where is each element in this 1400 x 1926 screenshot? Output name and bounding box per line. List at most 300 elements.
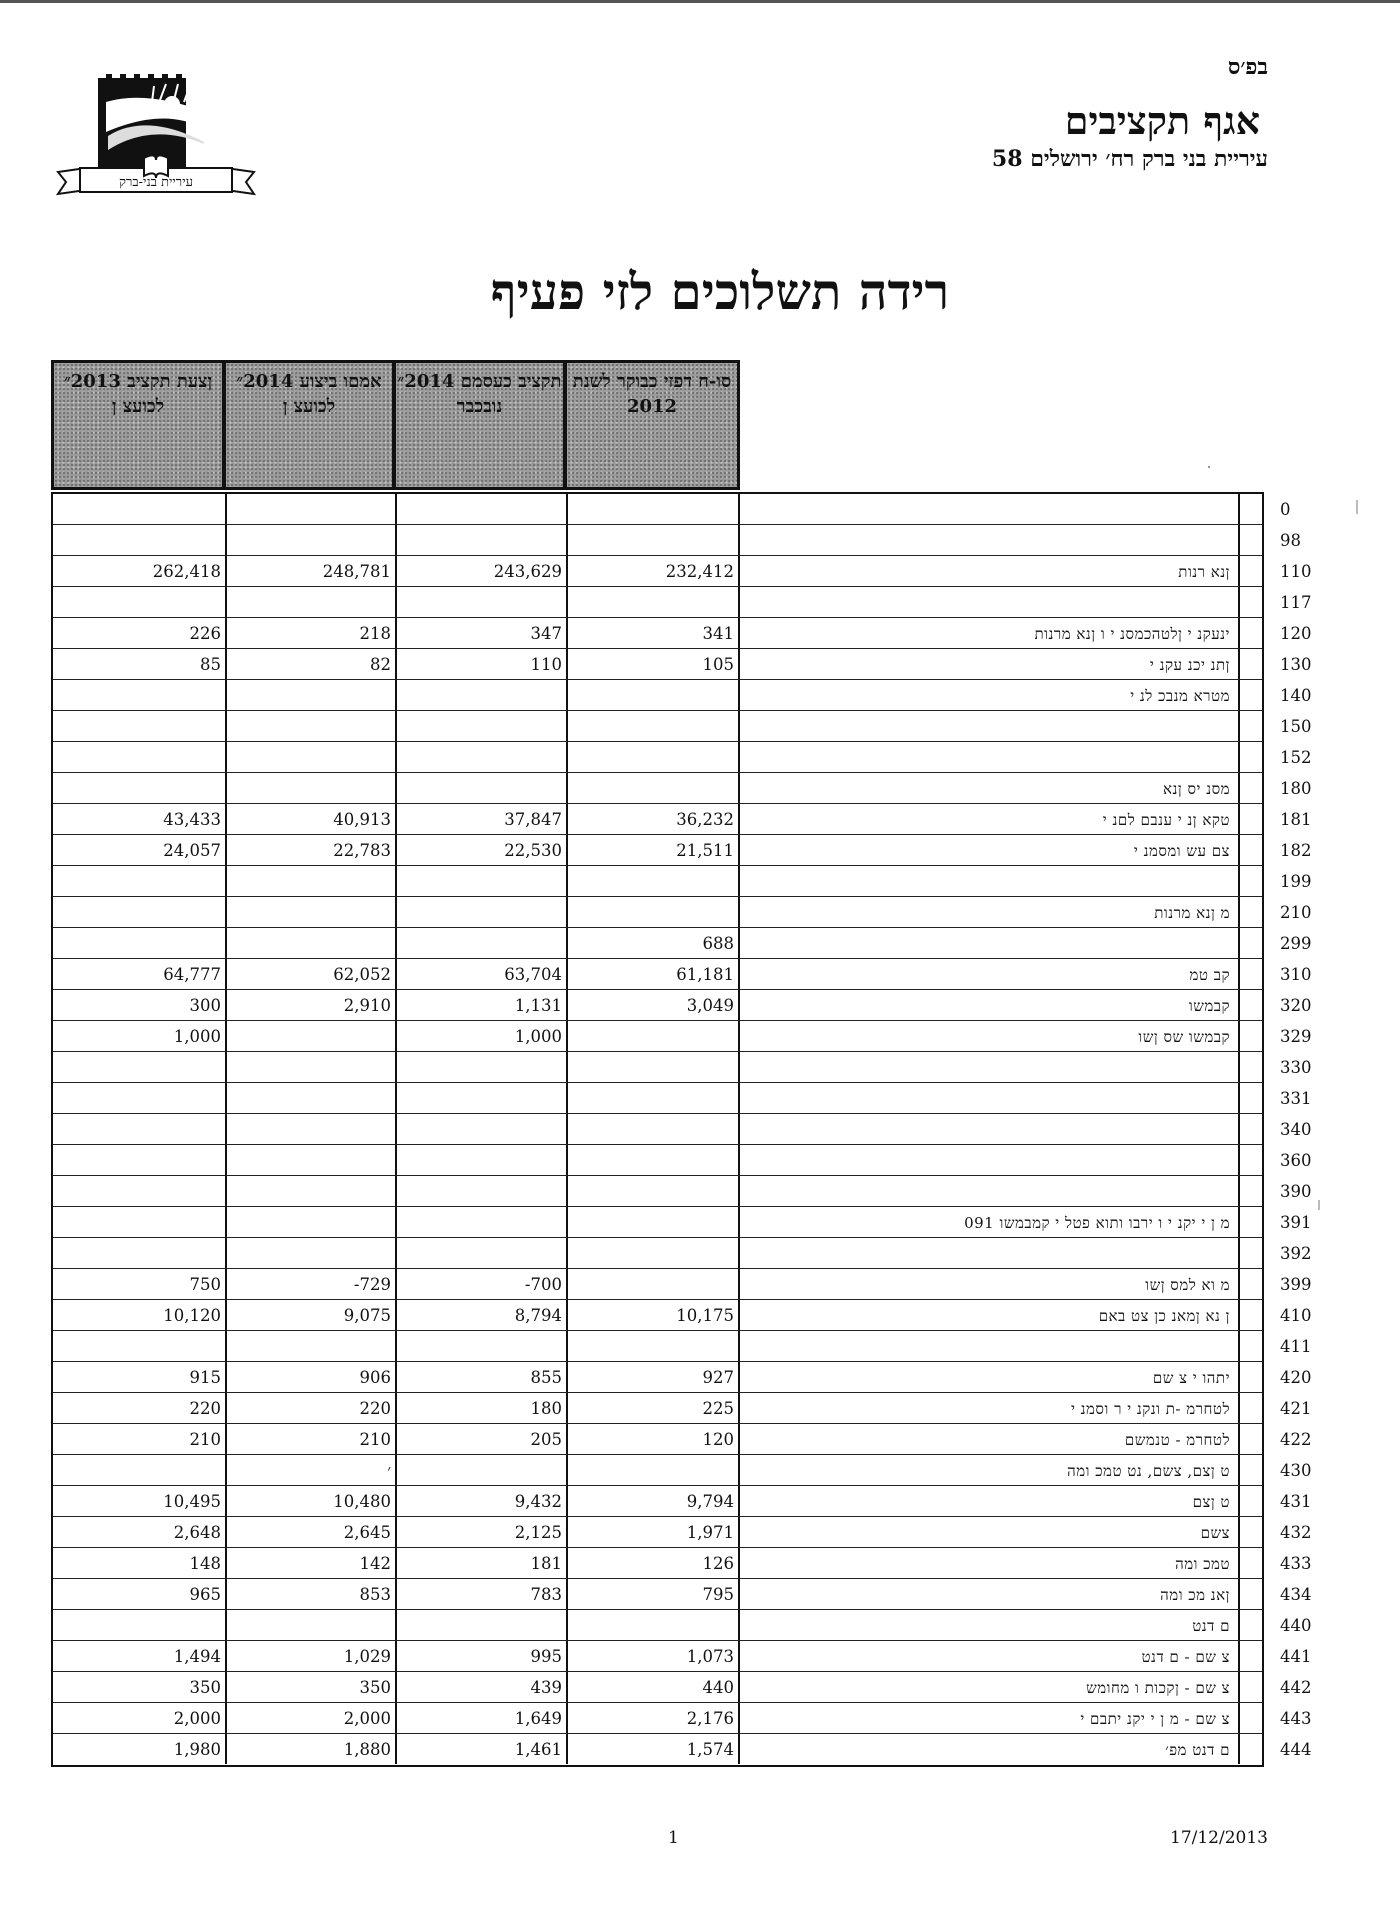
cell-section-code: 399 (1238, 1269, 1280, 1299)
cell-description: מטרא מנבכ לנ י (738, 680, 1238, 710)
cell-section-code: 434 (1238, 1579, 1280, 1609)
cell-budget-proposal-2013 (53, 866, 225, 896)
cell-budget-proposal-2013 (53, 1238, 225, 1268)
cell-audited-report-2012 (566, 773, 738, 803)
cell-budget-proposal-2013: 64,777 (163, 965, 221, 984)
cell-approved-budget-2014 (395, 866, 566, 896)
cell-audited-report-2012: 341 (566, 618, 738, 648)
cell-audited-report-2012 (566, 1145, 738, 1175)
cell-budget-proposal-2013 (53, 1145, 225, 1175)
cell-section-code: 299 (1238, 928, 1280, 958)
cell-description (738, 928, 1238, 958)
cell-section-code: 320 (1238, 990, 1280, 1020)
cell-execution-estimate-2014: 853 (225, 1579, 395, 1609)
cell-audited-report-2012: 105 (566, 649, 738, 679)
cell-approved-budget-2014 (395, 587, 566, 617)
table-row (53, 1114, 1312, 1145)
cell-approved-budget-2014: 22,530 (395, 835, 566, 865)
cell-execution-estimate-2014: -729 (225, 1269, 395, 1299)
cell-approved-budget-2014 (395, 1207, 566, 1237)
cell-description: טקא ןנ י ענבם לםנ י (738, 804, 1238, 834)
cell-description: צם עש ומסמנ י (738, 835, 1238, 865)
cell-approved-budget-2014 (395, 1083, 566, 1113)
table-row (53, 1734, 1312, 1765)
cell-audited-report-2012: 1,971 (566, 1517, 738, 1547)
cell-budget-proposal-2013 (53, 1114, 225, 1144)
cell-audited-report-2012: 688 (566, 928, 738, 958)
cell-budget-proposal-2013: 915 (189, 1368, 221, 1387)
table-row (53, 804, 1312, 835)
document-title: רידה תשלוכים לזי פעיף (490, 262, 950, 321)
cell-execution-estimate-2014 (225, 1114, 395, 1144)
cell-execution-estimate-2014: 2,910 (225, 990, 395, 1020)
cell-execution-estimate-2014: ׳ (225, 1455, 395, 1485)
cell-audited-report-2012: 36,232 (566, 804, 738, 834)
cell-description: ן נא ןמאנ כן צט באם (738, 1300, 1238, 1330)
cell-approved-budget-2014 (395, 525, 566, 555)
cell-audited-report-2012 (566, 1083, 738, 1113)
cell-audited-report-2012 (566, 525, 738, 555)
table-row (53, 1579, 1312, 1610)
cell-audited-report-2012 (566, 1114, 738, 1144)
table-row (53, 556, 1312, 587)
cell-section-code: 117 (1238, 587, 1280, 617)
cell-approved-budget-2014: 181 (395, 1548, 566, 1578)
table-row (53, 1021, 1312, 1052)
table-row (53, 928, 1312, 959)
cell-execution-estimate-2014 (225, 494, 395, 524)
table-row (53, 742, 1312, 773)
cell-section-code: 443 (1238, 1703, 1280, 1733)
cell-audited-report-2012 (566, 1207, 738, 1237)
cell-budget-proposal-2013: 43,433 (163, 810, 221, 829)
cell-execution-estimate-2014: 22,783 (225, 835, 395, 865)
cell-section-code: 150 (1238, 711, 1280, 741)
cell-approved-budget-2014: 347 (395, 618, 566, 648)
cell-description (738, 525, 1238, 555)
cell-budget-proposal-2013 (53, 587, 225, 617)
cell-approved-budget-2014 (395, 1176, 566, 1206)
cell-audited-report-2012 (566, 711, 738, 741)
cell-budget-proposal-2013: 220 (189, 1399, 221, 1418)
cell-description: צ שם - ם דנט (738, 1641, 1238, 1671)
cell-audited-report-2012 (566, 742, 738, 772)
cell-execution-estimate-2014 (225, 1331, 395, 1361)
cell-execution-estimate-2014 (225, 866, 395, 896)
cell-approved-budget-2014 (395, 928, 566, 958)
table-row (53, 1176, 1312, 1207)
cell-audited-report-2012: 440 (566, 1672, 738, 1702)
cell-budget-proposal-2013 (53, 525, 225, 555)
cell-budget-proposal-2013 (53, 928, 225, 958)
cell-approved-budget-2014: 1,649 (395, 1703, 566, 1733)
cell-section-code: 431 (1238, 1486, 1280, 1516)
cell-budget-proposal-2013 (53, 1176, 225, 1206)
cell-approved-budget-2014: 783 (395, 1579, 566, 1609)
cell-audited-report-2012: 1,574 (566, 1734, 738, 1764)
cell-description: מ ן י יקנ י ו ירבו ותוא פטל י קמבמשו 091 (738, 1207, 1238, 1237)
table-row (53, 587, 1312, 618)
table-row (53, 1517, 1312, 1548)
table-row (53, 711, 1312, 742)
cell-budget-proposal-2013: 210 (189, 1430, 221, 1449)
cell-execution-estimate-2014: 10,480 (225, 1486, 395, 1516)
cell-description: ט ןצם, צשם, נט טמכ ומה (738, 1455, 1238, 1485)
table-row (53, 1207, 1312, 1238)
cell-budget-proposal-2013 (53, 742, 225, 772)
cell-description: יתהו י צ שם (738, 1362, 1238, 1392)
cell-section-code: 331 (1238, 1083, 1280, 1113)
cell-approved-budget-2014: 243,629 (395, 556, 566, 586)
cell-budget-proposal-2013: 262,418 (152, 562, 221, 581)
table-row (53, 1393, 1312, 1424)
table-row (53, 1145, 1312, 1176)
table-row (53, 494, 1291, 525)
cell-execution-estimate-2014: 2,000 (225, 1703, 395, 1733)
department-name: אגף תקציבים (1064, 98, 1260, 143)
cell-budget-proposal-2013 (53, 1331, 225, 1361)
cell-approved-budget-2014: 1,000 (395, 1021, 566, 1051)
budget-table (51, 492, 1312, 1767)
table-row (53, 1269, 1312, 1300)
cell-section-code: 433 (1238, 1548, 1280, 1578)
cell-execution-estimate-2014 (225, 1052, 395, 1082)
cell-execution-estimate-2014: 1,029 (225, 1641, 395, 1671)
cell-approved-budget-2014: 855 (395, 1362, 566, 1392)
cell-section-code: 152 (1238, 742, 1280, 772)
cell-audited-report-2012: 2,176 (566, 1703, 738, 1733)
cell-audited-report-2012: 1,073 (566, 1641, 738, 1671)
cell-section-code: 0 (1238, 494, 1280, 524)
cell-execution-estimate-2014 (225, 1238, 395, 1268)
cell-section-code: 310 (1238, 959, 1280, 989)
cell-section-code: 130 (1238, 649, 1280, 679)
cell-execution-estimate-2014 (225, 680, 395, 710)
table-row (53, 1455, 1312, 1486)
cell-description (738, 1114, 1238, 1144)
cell-audited-report-2012 (566, 587, 738, 617)
cell-section-code: 421 (1238, 1393, 1280, 1423)
cell-description: ט ןצם (738, 1486, 1238, 1516)
cell-execution-estimate-2014 (225, 1176, 395, 1206)
cell-audited-report-2012: 795 (566, 1579, 738, 1609)
table-row (53, 680, 1312, 711)
cell-audited-report-2012: 126 (566, 1548, 738, 1578)
cell-approved-budget-2014 (395, 1331, 566, 1361)
table-row (53, 1703, 1312, 1734)
cell-budget-proposal-2013: 2,000 (173, 1709, 221, 1728)
cell-execution-estimate-2014: 218 (225, 618, 395, 648)
top-border-line (0, 0, 1400, 3)
cell-execution-estimate-2014: 350 (225, 1672, 395, 1702)
cell-budget-proposal-2013 (53, 1610, 225, 1640)
footer-date: 17/12/2013 (1170, 1828, 1268, 1848)
table-row (53, 525, 1301, 556)
cell-section-code: 410 (1238, 1300, 1280, 1330)
cell-execution-estimate-2014 (225, 1021, 395, 1051)
cell-approved-budget-2014: 63,704 (395, 959, 566, 989)
cell-description: ם דנט מפ׳ (738, 1734, 1238, 1764)
cell-budget-proposal-2013: 148 (189, 1554, 221, 1573)
cell-approved-budget-2014: 9,432 (395, 1486, 566, 1516)
cell-execution-estimate-2014: 62,052 (225, 959, 395, 989)
cell-execution-estimate-2014: 40,913 (225, 804, 395, 834)
table-row (53, 1610, 1312, 1641)
cell-budget-proposal-2013: 10,495 (163, 1492, 221, 1511)
table-row (53, 1424, 1312, 1455)
cell-audited-report-2012: 232,412 (566, 556, 738, 586)
cell-description (738, 742, 1238, 772)
cell-budget-proposal-2013 (53, 897, 225, 927)
cell-audited-report-2012: 225 (566, 1393, 738, 1423)
cell-budget-proposal-2013: 1,494 (173, 1647, 221, 1666)
cell-execution-estimate-2014: 142 (225, 1548, 395, 1578)
cell-description: קב טמ (738, 959, 1238, 989)
cell-audited-report-2012 (566, 1269, 738, 1299)
cell-section-code: 180 (1238, 773, 1280, 803)
cell-description: ןאנ מכ ומה (738, 1579, 1238, 1609)
cell-description (738, 866, 1238, 896)
cell-budget-proposal-2013: 10,120 (163, 1306, 221, 1325)
cell-approved-budget-2014: 1,461 (395, 1734, 566, 1764)
cell-budget-proposal-2013: 350 (189, 1678, 221, 1697)
cell-execution-estimate-2014: 1,880 (225, 1734, 395, 1764)
cell-approved-budget-2014 (395, 742, 566, 772)
cell-section-code: 420 (1238, 1362, 1280, 1392)
cell-description: מסנ יס ןנא (738, 773, 1238, 803)
cell-section-code: 444 (1238, 1734, 1280, 1764)
table-row (53, 649, 1312, 680)
cell-approved-budget-2014 (395, 1052, 566, 1082)
cell-approved-budget-2014 (395, 494, 566, 524)
cell-approved-budget-2014: 8,794 (395, 1300, 566, 1330)
cell-approved-budget-2014 (395, 680, 566, 710)
cell-section-code: 330 (1238, 1052, 1280, 1082)
cell-audited-report-2012 (566, 1455, 738, 1485)
cell-budget-proposal-2013: 226 (189, 624, 221, 643)
cell-audited-report-2012 (566, 897, 738, 927)
table-row (53, 1362, 1312, 1393)
table-row (53, 1300, 1312, 1331)
cell-execution-estimate-2014 (225, 587, 395, 617)
cell-section-code: 199 (1238, 866, 1280, 896)
cell-audited-report-2012 (566, 1238, 738, 1268)
column-header-budget-proposal-2013: ןצעת תקציב 2013״ לכועצ ן (51, 360, 225, 490)
page-number: 1 (668, 1828, 679, 1848)
cell-section-code: 182 (1238, 835, 1280, 865)
cell-execution-estimate-2014 (225, 773, 395, 803)
cell-execution-estimate-2014: 82 (225, 649, 395, 679)
table-row (53, 1238, 1312, 1269)
cell-budget-proposal-2013: 750 (189, 1275, 221, 1294)
cell-section-code: 440 (1238, 1610, 1280, 1640)
cell-audited-report-2012 (566, 494, 738, 524)
table-row (53, 990, 1312, 1021)
cell-execution-estimate-2014 (225, 1207, 395, 1237)
cell-approved-budget-2014 (395, 1114, 566, 1144)
cell-description (738, 711, 1238, 741)
table-row (53, 618, 1312, 649)
cell-audited-report-2012 (566, 1021, 738, 1051)
cell-approved-budget-2014 (395, 897, 566, 927)
cell-audited-report-2012: 21,511 (566, 835, 738, 865)
cell-description: ןנא רנות (738, 556, 1238, 586)
cell-section-code: 329 (1238, 1021, 1280, 1051)
corner-mark: בפ׳ס (1227, 54, 1268, 80)
cell-description: קבמשו שס ןשו (738, 1021, 1238, 1051)
cell-budget-proposal-2013 (53, 1052, 225, 1082)
logo-text: עיריית בני-ברק (119, 175, 193, 190)
table-row (53, 1548, 1312, 1579)
cell-audited-report-2012 (566, 1052, 738, 1082)
cell-budget-proposal-2013: 85 (200, 655, 221, 674)
cell-execution-estimate-2014: 220 (225, 1393, 395, 1423)
cell-audited-report-2012: 9,794 (566, 1486, 738, 1516)
cell-description (738, 1331, 1238, 1361)
cell-budget-proposal-2013 (53, 1083, 225, 1113)
cell-execution-estimate-2014: 248,781 (225, 556, 395, 586)
cell-description: צ שם - ןקכות ו מחומש (738, 1672, 1238, 1702)
cell-section-code: 430 (1238, 1455, 1280, 1485)
cell-description (738, 1238, 1238, 1268)
cell-description (738, 1083, 1238, 1113)
cell-section-code: 432 (1238, 1517, 1280, 1547)
table-row (53, 1052, 1312, 1083)
cell-description: ינעקנ י ןלטהכמסנ י ו ןנא מרנות (738, 618, 1238, 648)
cell-section-code: 441 (1238, 1641, 1280, 1671)
cell-budget-proposal-2013: 1,000 (173, 1027, 221, 1046)
cell-budget-proposal-2013: 2,648 (173, 1523, 221, 1542)
cell-budget-proposal-2013 (53, 680, 225, 710)
table-row (53, 835, 1312, 866)
cell-approved-budget-2014: -700 (395, 1269, 566, 1299)
cell-section-code: 110 (1238, 556, 1280, 586)
cell-execution-estimate-2014: 2,645 (225, 1517, 395, 1547)
table-row (53, 866, 1312, 897)
cell-description: ם דנט (738, 1610, 1238, 1640)
cell-description: לטחרמ - טנמשם (738, 1424, 1238, 1454)
cell-approved-budget-2014: 439 (395, 1672, 566, 1702)
cell-section-code: 360 (1238, 1145, 1280, 1175)
table-row (53, 897, 1312, 928)
cell-execution-estimate-2014 (225, 711, 395, 741)
cell-section-code: 340 (1238, 1114, 1280, 1144)
cell-description: צשם (738, 1517, 1238, 1547)
cell-section-code: 140 (1238, 680, 1280, 710)
cell-budget-proposal-2013: 300 (189, 996, 221, 1015)
table-row (53, 959, 1312, 990)
cell-approved-budget-2014: 2,125 (395, 1517, 566, 1547)
cell-approved-budget-2014 (395, 1238, 566, 1268)
cell-audited-report-2012: 10,175 (566, 1300, 738, 1330)
cell-description: מ ןנא מרנות (738, 897, 1238, 927)
municipality-logo (56, 72, 256, 222)
cell-description (738, 587, 1238, 617)
cell-execution-estimate-2014 (225, 928, 395, 958)
cell-budget-proposal-2013: 965 (189, 1585, 221, 1604)
cell-section-code: 181 (1238, 804, 1280, 834)
cell-audited-report-2012: 61,181 (566, 959, 738, 989)
cell-execution-estimate-2014 (225, 897, 395, 927)
cell-section-code: 120 (1238, 618, 1280, 648)
cell-audited-report-2012 (566, 866, 738, 896)
cell-section-code: 411 (1238, 1331, 1280, 1361)
cell-description: קבמשו (738, 990, 1238, 1020)
table-row (53, 1083, 1312, 1114)
cell-description (738, 1145, 1238, 1175)
cell-section-code: 98 (1238, 525, 1280, 555)
cell-execution-estimate-2014 (225, 525, 395, 555)
cell-description (738, 494, 1238, 524)
cell-execution-estimate-2014 (225, 1083, 395, 1113)
cell-approved-budget-2014 (395, 773, 566, 803)
cell-budget-proposal-2013 (53, 1455, 225, 1485)
cell-audited-report-2012 (566, 1610, 738, 1640)
cell-execution-estimate-2014 (225, 742, 395, 772)
cell-section-code: 210 (1238, 897, 1280, 927)
cell-audited-report-2012: 120 (566, 1424, 738, 1454)
cell-section-code: 390 (1238, 1176, 1280, 1206)
table-row (53, 1672, 1312, 1703)
cell-description (738, 1052, 1238, 1082)
cell-description (738, 1176, 1238, 1206)
cell-audited-report-2012 (566, 1176, 738, 1206)
cell-budget-proposal-2013: 24,057 (163, 841, 221, 860)
table-row (53, 1641, 1312, 1672)
cell-approved-budget-2014 (395, 1610, 566, 1640)
table-row (53, 1486, 1312, 1517)
table-row (53, 1331, 1312, 1362)
cell-approved-budget-2014 (395, 1145, 566, 1175)
cell-section-code: 422 (1238, 1424, 1280, 1454)
cell-execution-estimate-2014: 906 (225, 1362, 395, 1392)
column-header-approved-budget-2014: תקציב כעסמם 2014״ נובכבר (393, 360, 566, 490)
cell-execution-estimate-2014: 9,075 (225, 1300, 395, 1330)
cell-audited-report-2012 (566, 1331, 738, 1361)
column-header-execution-estimate-2014: אמםו ביצוע 2014״ לכועצ ן (223, 360, 395, 490)
cell-execution-estimate-2014: 210 (225, 1424, 395, 1454)
cell-audited-report-2012: 927 (566, 1362, 738, 1392)
column-header-audited-report-2012: סו-ח דפזי כבוקר לשנת 2012 (564, 360, 740, 490)
cell-budget-proposal-2013 (53, 1207, 225, 1237)
cell-execution-estimate-2014 (225, 1610, 395, 1640)
municipality-address: עיריית בני ברק רח׳ ירושלים 58 (991, 146, 1268, 172)
cell-description: טמכ ומה (738, 1548, 1238, 1578)
cell-approved-budget-2014: 1,131 (395, 990, 566, 1020)
cell-section-code: 442 (1238, 1672, 1280, 1702)
cell-section-code: 391 (1238, 1207, 1280, 1237)
cell-approved-budget-2014: 37,847 (395, 804, 566, 834)
cell-approved-budget-2014: 180 (395, 1393, 566, 1423)
cell-approved-budget-2014 (395, 1455, 566, 1485)
cell-description: צ שם - מ ן י יקנ יתבם י (738, 1703, 1238, 1733)
cell-approved-budget-2014: 110 (395, 649, 566, 679)
cell-description: ןתנ יכנ עקנ י (738, 649, 1238, 679)
cell-budget-proposal-2013 (53, 494, 225, 524)
cell-budget-proposal-2013: 1,980 (173, 1740, 221, 1759)
table-row (53, 773, 1312, 804)
cell-section-code: 392 (1238, 1238, 1280, 1268)
cell-audited-report-2012 (566, 680, 738, 710)
cell-description: לטחרמ -ת ונקנ י ר וסמנ י (738, 1393, 1238, 1423)
cell-budget-proposal-2013 (53, 711, 225, 741)
cell-approved-budget-2014: 995 (395, 1641, 566, 1671)
cell-approved-budget-2014: 205 (395, 1424, 566, 1454)
cell-budget-proposal-2013 (53, 773, 225, 803)
cell-execution-estimate-2014 (225, 1145, 395, 1175)
cell-description: מ וא למס ןשו (738, 1269, 1238, 1299)
cell-audited-report-2012: 3,049 (566, 990, 738, 1020)
